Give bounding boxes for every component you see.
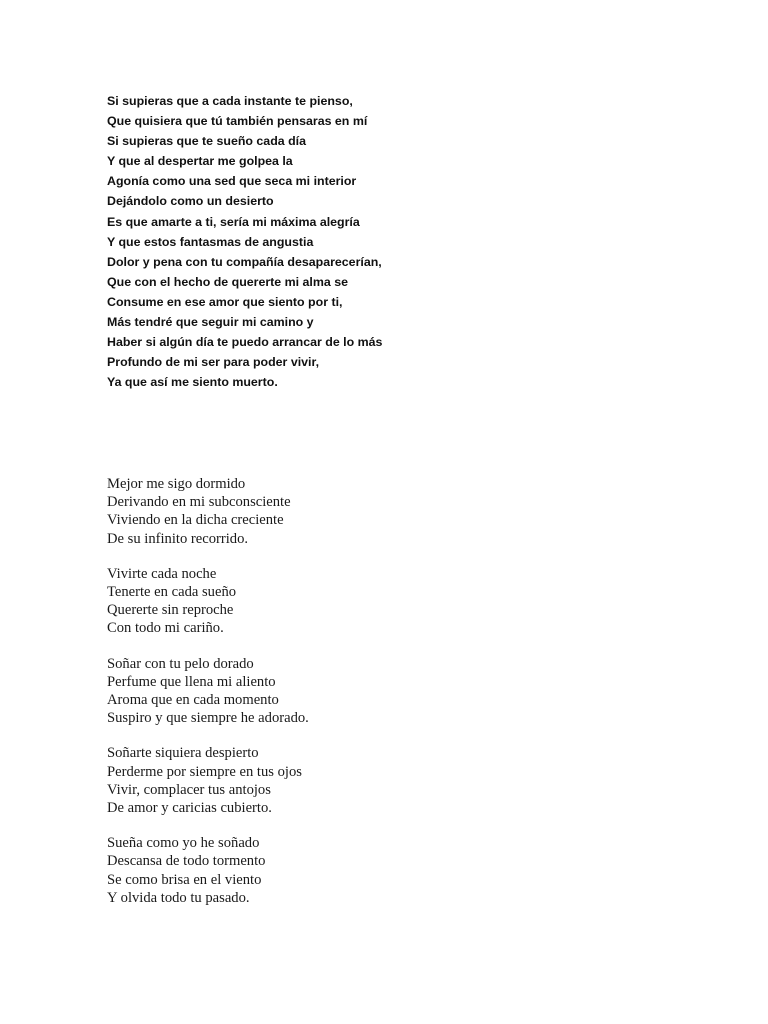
poem-line: Derivando en mi subconsciente: [107, 494, 291, 511]
poem-line: Es que amarte a ti, sería mi máxima alegría: [107, 214, 360, 229]
poem-line: Haber si algún día te puedo arrancar de lo más: [107, 335, 383, 350]
poem-line: Sueña como yo he soñado: [107, 835, 260, 852]
poem-line: Y que al despertar me golpea la: [107, 154, 293, 169]
poem-line: Viviendo en la dicha creciente: [107, 512, 284, 529]
stanza: [107, 744, 667, 817]
poem-line: Se como brisa en el viento: [107, 871, 262, 888]
poem-line: Soñar con tu pelo dorado: [107, 655, 254, 672]
poem-line: Que quisiera que tú también pensaras en mí: [107, 114, 368, 129]
poem-line: Ya que así me siento muerto.: [107, 375, 278, 390]
poem-line: Y que estos fantasmas de angustia: [107, 234, 314, 249]
poem-line: Dejándolo como un desierto: [107, 194, 274, 209]
poem-line: Mejor me sigo dormido: [107, 476, 246, 492]
poem-line: Consume en ese amor que siento por ti,: [107, 294, 343, 309]
poem-part-one: [107, 91, 667, 392]
poem-line: Descansa de todo tormento: [107, 853, 266, 870]
poem-line: Que con el hecho de quererte mi alma se: [107, 274, 349, 289]
poem-line: Aroma que en cada momento: [107, 692, 279, 709]
poem-line: Si supieras que te sueño cada día: [107, 134, 307, 149]
poem-line: Quererte sin reproche: [107, 602, 234, 619]
poem-line: Tenerte en cada sueño: [107, 584, 237, 601]
poem-line: Perfume que llena mi aliento: [107, 673, 276, 690]
poem-line: De amor y caricias cubierto.: [107, 800, 272, 817]
stanza: [107, 834, 667, 907]
poem-line: Profundo de mi ser para poder vivir,: [107, 355, 320, 370]
poem-line: Agonía como una sed que seca mi interior: [107, 174, 357, 189]
poem-line: Suspiro y que siempre he adorado.: [107, 710, 309, 727]
poem-line: Perderme por siempre en tus ojos: [107, 763, 302, 780]
poem-line: Con todo mi cariño.: [107, 620, 224, 637]
poem-line: Si supieras que a cada instante te pienso,: [107, 94, 353, 108]
stanza: [107, 475, 667, 548]
stanza: [107, 565, 667, 638]
stanza: [107, 655, 667, 728]
poem-line: Y olvida todo tu pasado.: [107, 889, 250, 906]
poem-part-two: [107, 475, 667, 924]
poem-line: Soñarte siquiera despierto: [107, 745, 259, 762]
poem-line: De su infinito recorrido.: [107, 530, 249, 547]
poem-line: Vivir, complacer tus antojos: [107, 781, 271, 798]
poem-line: Vivirte cada noche: [107, 565, 217, 582]
poem-line: Más tendré que seguir mi camino y: [107, 315, 314, 330]
poem-line: Dolor y pena con tu compañía desaparecerían,: [107, 254, 382, 269]
